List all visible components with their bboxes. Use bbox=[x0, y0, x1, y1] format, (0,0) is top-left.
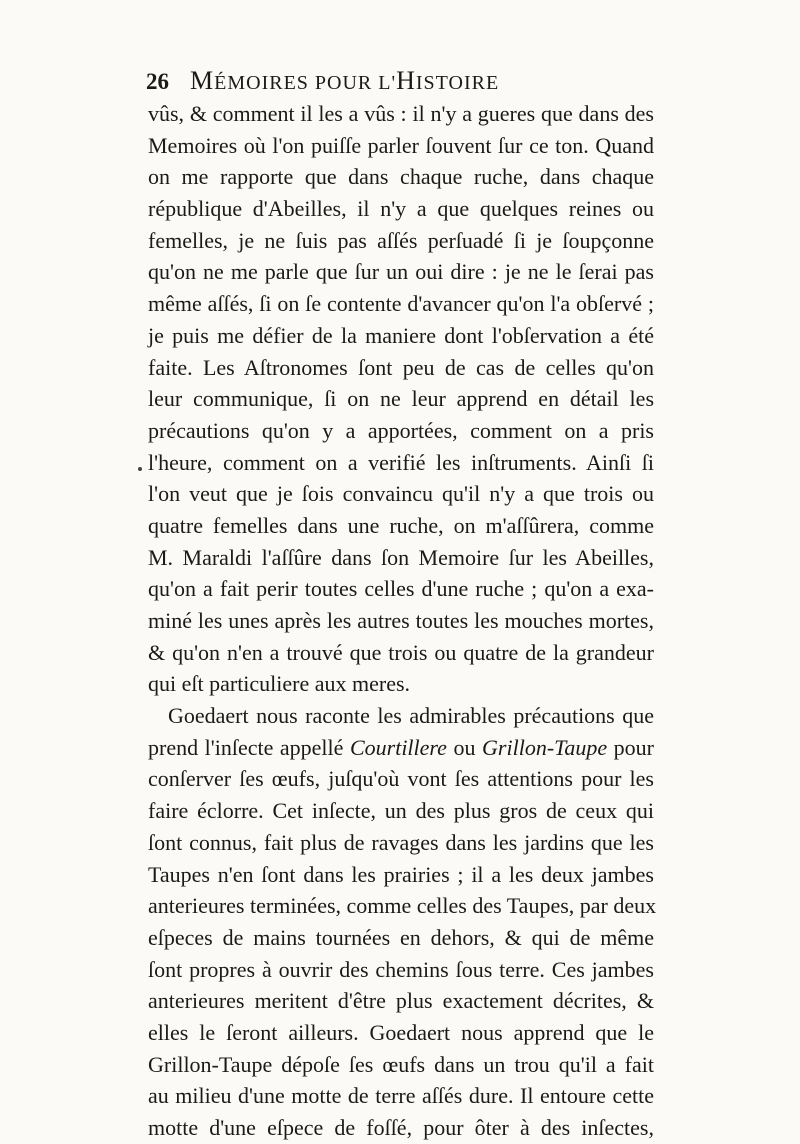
text-line: on me rapporte que dans chaque ruche, dans chaque bbox=[148, 164, 654, 190]
text-line: qu'on ne me parle que ſur un oui dire : je ne le ſerai pas bbox=[148, 259, 654, 285]
italic-term: Courtillere bbox=[349, 734, 447, 760]
text-line: je puis me défier de la maniere dont l'obſervation a été bbox=[148, 322, 654, 348]
text-line: faire éclorre. Cet inſecte, un des plus gros de ceux qui bbox=[148, 798, 654, 824]
text-line: même aſſés, ſi on ſe contente d'avancer qu'on l'a obſervé ; bbox=[148, 291, 654, 317]
text-line: Grillon-Taupe dépoſe ſes œufs dans un trou qu'il a fait bbox=[148, 1051, 654, 1077]
title-initial: M bbox=[190, 66, 215, 95]
title-smallcaps-2: ISTOIRE bbox=[415, 72, 500, 94]
text-run: prend l'inſecte appellé bbox=[148, 734, 350, 760]
text-line: anterieures meritent d'être plus exactement décrites, & bbox=[148, 988, 654, 1014]
text-line: motte d'une eſpece de foſſé, pour ôter à des inſectes, bbox=[148, 1115, 654, 1140]
page-title bbox=[190, 66, 499, 96]
title-initial-2: H bbox=[396, 66, 416, 95]
text-line: vûs, & comment il les a vûs : il n'y a gueres que dans des bbox=[148, 101, 654, 126]
text-run: ou bbox=[446, 734, 483, 760]
title-smallcaps-1: ÉMOIRES POUR L' bbox=[214, 72, 397, 94]
text-line: ſont propres à ouvrir des chemins ſous terre. Ces jambes bbox=[148, 956, 654, 982]
text-line: Goedaert nous raconte les admirables précautions que bbox=[168, 703, 654, 729]
text-line: miné les unes après les autres toutes les mouches mortes, bbox=[148, 608, 654, 633]
body-text bbox=[148, 98, 657, 1144]
text-line: anterieures terminées, comme celles des Taupes, par deux bbox=[148, 893, 657, 919]
text-line: conſerver ſes œufs, juſqu'où vont ſes attentions pour les bbox=[148, 766, 654, 792]
text-line: leur communique, ſi on ne leur apprend en détail les bbox=[148, 386, 654, 412]
text-line: république d'Abeilles, il n'y a que quelques reines ou bbox=[148, 196, 654, 222]
text-line: quatre femelles dans une ruche, on m'aſſûrera, comme bbox=[148, 512, 654, 538]
text-line: Taupes n'en ſont dans les prairies ; il a les deux jambes bbox=[148, 861, 654, 887]
text-line: l'heure, comment on a verifié les inſtruments. Ainſi ſi bbox=[148, 449, 654, 475]
text-line: eſpeces de mains tournées en dehors, & qui de même bbox=[148, 924, 654, 950]
text-line: femelles, je ne ſuis pas aſſés perſuadé ſi je ſoupçonne bbox=[148, 227, 654, 253]
text-line: Memoires où l'on puiſſe parler ſouvent ſur ce ton. Quand bbox=[148, 132, 654, 158]
running-head bbox=[146, 66, 650, 102]
italic-term: Grillon-Taupe bbox=[482, 734, 608, 760]
text-line: qu'on a fait perir toutes celles d'une ruche ; qu'on a exa- bbox=[148, 576, 654, 602]
text-line: & qu'on n'en a trouvé que trois ou quatre de la grandeur bbox=[148, 639, 654, 665]
text-line: faite. Les Aſtronomes ſont peu de cas de celles qu'on bbox=[148, 354, 654, 380]
margin-dot-mark bbox=[138, 467, 142, 471]
text-line: au milieu d'une motte de terre aſſés dure. Il entoure cette bbox=[148, 1083, 654, 1109]
text-line-with-italics bbox=[148, 732, 654, 764]
text-line: précautions qu'on y a apportées, comment on a pris bbox=[148, 417, 654, 443]
text-line: l'on veut que je ſois convaincu qu'il n'y a que trois ou bbox=[148, 481, 654, 507]
text-line: qui eſt particuliere aux meres. bbox=[148, 671, 411, 697]
text-line: elles le ſeront ailleurs. Goedaert nous apprend que le bbox=[148, 1019, 654, 1045]
page-number: 26 bbox=[146, 69, 169, 94]
text-line: M. Maraldi l'aſſûre dans ſon Memoire ſur les Abeilles, bbox=[148, 544, 654, 570]
text-run: pour bbox=[607, 734, 654, 760]
text-line: ſont connus, fait plus de ravages dans les jardins que les bbox=[148, 829, 654, 855]
